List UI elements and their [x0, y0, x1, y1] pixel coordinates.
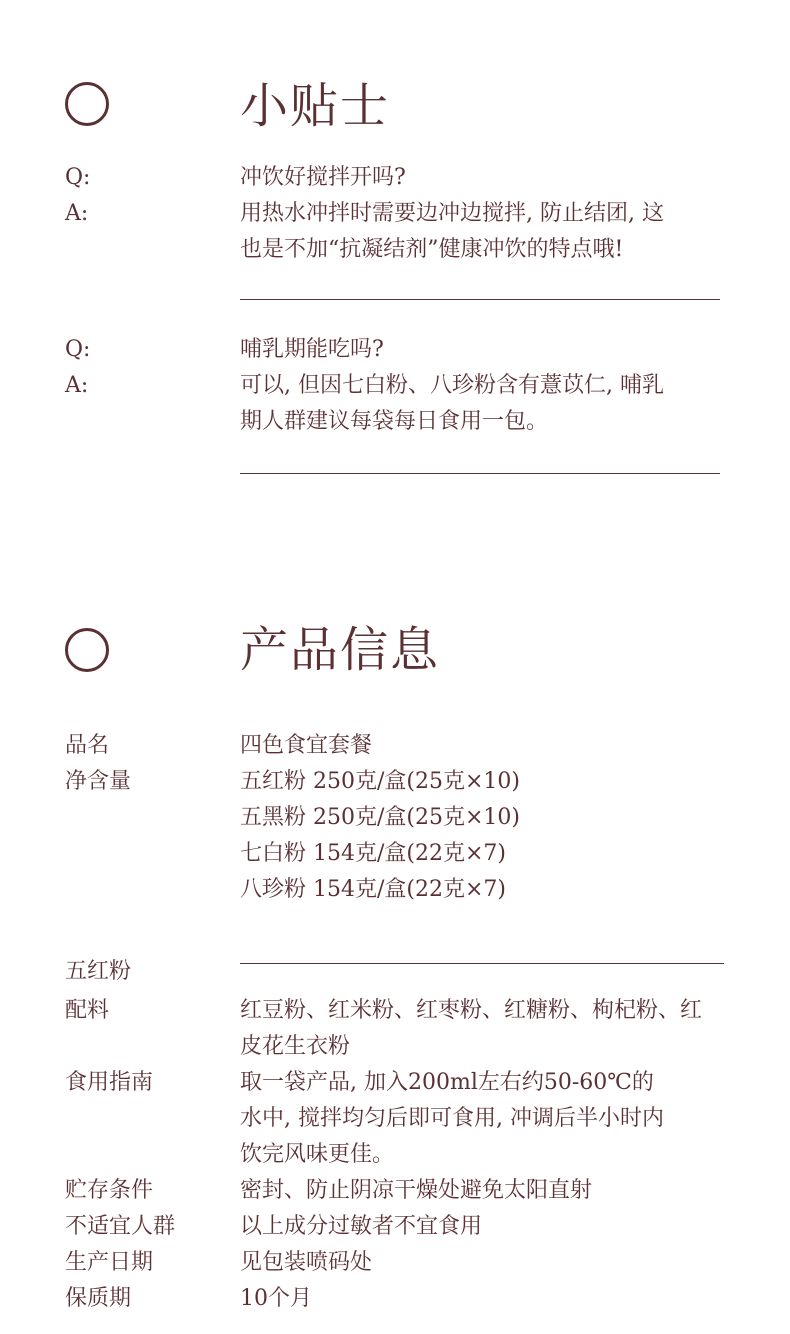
- product-circle-icon: [65, 628, 109, 672]
- storage-value: 密封、防止阴凉干燥处避免太阳直射: [240, 1178, 593, 1203]
- net-line-1: 五红粉 250克/盒(25克×10): [240, 769, 520, 794]
- guide-label: 食用指南: [65, 1070, 154, 1095]
- date-label: 生产日期: [65, 1250, 154, 1275]
- ingredients-line-2: 皮花生衣粉: [240, 1034, 351, 1059]
- net-line-3: 七白粉 154克/盒(22克×7): [240, 841, 506, 866]
- name-value: 四色食宜套餐: [240, 733, 373, 758]
- a2-answer-line-1: 可以, 但因七白粉、八珍粉含有薏苡仁, 哺乳: [240, 373, 664, 398]
- a1-label: A:: [65, 201, 89, 226]
- divider: [240, 299, 720, 300]
- a1-answer-line-1: 用热水冲拌时需要边冲边搅拌, 防止结团, 这: [240, 201, 664, 226]
- ingredients-label: 配料: [65, 998, 110, 1023]
- net-line-4: 八珍粉 154克/盒(22克×7): [240, 877, 506, 902]
- guide-line-2: 水中, 搅拌均匀后即可食用, 冲调后半小时内: [240, 1106, 664, 1131]
- guide-line-3: 饮完风味更佳。: [240, 1142, 395, 1167]
- q1-label: Q:: [65, 165, 91, 190]
- divider: [240, 963, 724, 964]
- storage-label: 贮存条件: [65, 1178, 154, 1203]
- name-label: 品名: [65, 733, 110, 758]
- net-label: 净含量: [65, 769, 132, 794]
- unsuitable-label: 不适宜人群: [65, 1214, 176, 1239]
- sub-heading: 五红粉: [65, 959, 132, 984]
- shelf-value: 10个月: [240, 1286, 312, 1311]
- q1-question: 冲饮好搅拌开吗?: [240, 165, 406, 190]
- q2-label: Q:: [65, 337, 91, 362]
- net-line-2: 五黑粉 250克/盒(25克×10): [240, 805, 520, 830]
- guide-line-1: 取一袋产品, 加入200ml左右约50-60℃的: [240, 1070, 654, 1095]
- date-value: 见包装喷码处: [240, 1250, 373, 1275]
- tips-circle-icon: [65, 82, 109, 126]
- unsuitable-value: 以上成分过敏者不宜食用: [240, 1214, 483, 1239]
- a2-label: A:: [65, 373, 89, 398]
- a1-answer-line-2: 也是不加“抗凝结剂”健康冲饮的特点哦!: [240, 237, 624, 262]
- a2-answer-line-2: 期人群建议每袋每日食用一包。: [240, 409, 549, 434]
- tips-title: 小贴士: [240, 78, 391, 134]
- shelf-label: 保质期: [65, 1286, 132, 1311]
- ingredients-line-1: 红豆粉、红米粉、红枣粉、红糖粉、枸杞粉、红: [240, 998, 703, 1023]
- product-title: 产品信息: [240, 622, 441, 678]
- divider: [240, 473, 720, 474]
- q2-question: 哺乳期能吃吗?: [240, 337, 384, 362]
